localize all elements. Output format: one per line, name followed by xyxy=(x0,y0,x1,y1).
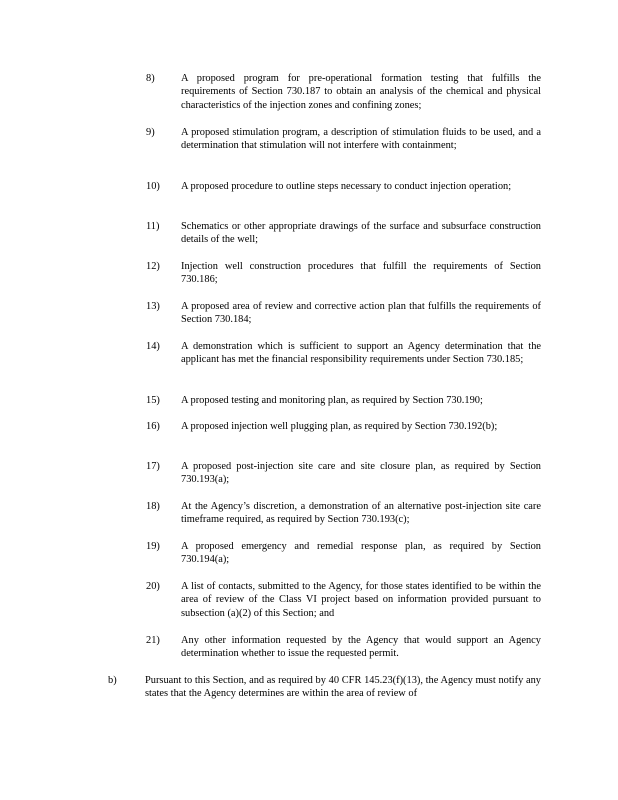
item-number: 18) xyxy=(146,501,160,512)
item-text: Schematics or other appropriate drawings of the surface and subsurface construction details of the well; xyxy=(181,221,541,246)
item-text: A proposed testing and monitoring plan, as required by Section 730.190; xyxy=(181,395,483,406)
item-text: A proposed area of review and corrective action plan that fulfills the requirements of Section 730.184; xyxy=(181,301,541,326)
item-text: Any other information requested by the Agency that would support an Agency determination whether to issue the requested permit. xyxy=(181,635,541,660)
item-text: A list of contacts, submitted to the Agency, for those states identified to be within the area of review of the Class VI project based on information provided pursuant to subsection (a)(2) of this Section; and xyxy=(181,581,541,619)
item-number: 9) xyxy=(146,127,155,138)
item-number: 14) xyxy=(146,341,160,352)
item-number: 13) xyxy=(146,301,160,312)
item-text: At the Agency’s discretion, a demonstration of an alternative post-injection site care timeframe required, as required by Section 730.193(c); xyxy=(181,501,541,526)
item-text: A proposed program for pre-operational formation testing that fulfills the requirements of Section 730.187 to obtain an analysis of the chemical and physical characteristics of the injection zones and confining zones; xyxy=(181,73,541,111)
item-number: 10) xyxy=(146,181,160,192)
subsection-text: Pursuant to this Section, and as required by 40 CFR 145.23(f)(13), the Agency must notify any states that the Agency determines are within the area of review of xyxy=(145,675,541,700)
item-text: A demonstration which is sufficient to support an Agency determination that the applicant has met the financial responsibility requirements under Section 730.185; xyxy=(181,341,541,366)
item-number: 17) xyxy=(146,461,160,472)
item-text: Injection well construction procedures that fulfill the requirements of Section 730.186; xyxy=(181,261,541,286)
item-text: A proposed post-injection site care and site closure plan, as required by Section 730.193(a); xyxy=(181,461,541,486)
item-text: A proposed procedure to outline steps necessary to conduct injection operation; xyxy=(181,181,512,192)
item-text: A proposed emergency and remedial response plan, as required by Section 730.194(a); xyxy=(181,541,541,566)
item-text: A proposed stimulation program, a description of stimulation fluids to be used, and a determination that stimulation will not interfere with containment; xyxy=(181,127,541,152)
item-number: 12) xyxy=(146,261,160,272)
item-number: 11) xyxy=(146,221,160,232)
item-number: 8) xyxy=(146,73,155,84)
item-number: 19) xyxy=(146,541,160,552)
subsection-number: b) xyxy=(108,675,117,686)
item-number: 15) xyxy=(146,395,160,406)
item-number: 21) xyxy=(146,635,160,646)
item-text: A proposed injection well plugging plan, as required by Section 730.192(b); xyxy=(181,421,498,432)
item-number: 20) xyxy=(146,581,160,592)
item-number: 16) xyxy=(146,421,160,432)
